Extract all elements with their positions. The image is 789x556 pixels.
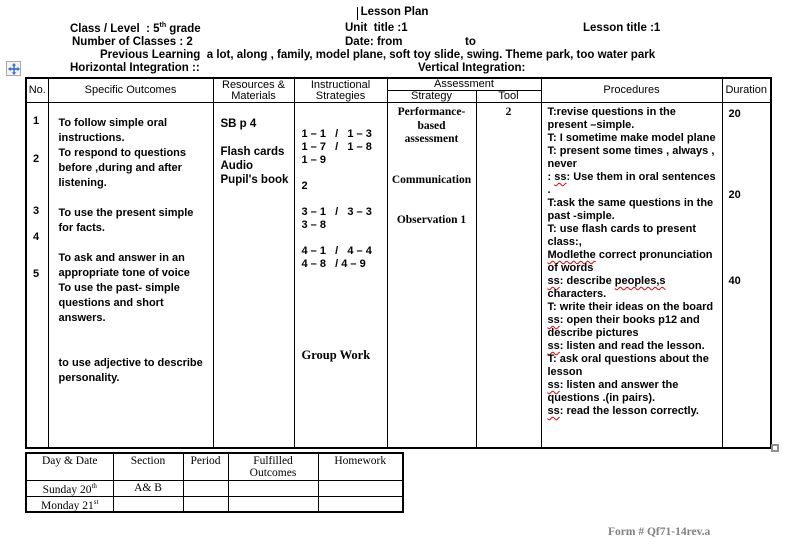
horizontal-integration-text[interactable]: Horizontal Integration ::: [70, 62, 200, 74]
schedule-cell-section[interactable]: A& B: [113, 480, 183, 496]
cell-assessment-tool[interactable]: 2: [476, 103, 541, 448]
table-resize-handle[interactable]: [771, 444, 779, 452]
schedule-header-homework[interactable]: Homework: [318, 453, 403, 480]
outcome-number: 2: [33, 153, 40, 165]
header-assessment[interactable]: Assessment: [387, 78, 541, 91]
outcome-number: 3: [33, 205, 40, 217]
outcome-number: 1: [33, 115, 40, 127]
duration-value: 20: [728, 189, 741, 201]
outcome-number: 4: [33, 231, 40, 243]
schedule-cell-section[interactable]: [113, 496, 183, 512]
date-from-text[interactable]: Date: from: [345, 36, 403, 48]
unit-title-text[interactable]: Unit title :1: [345, 22, 408, 34]
schedule-header-period[interactable]: Period: [183, 453, 228, 480]
cell-outcome-numbers[interactable]: [26, 103, 48, 448]
group-work-label: Group Work: [301, 348, 371, 362]
cell-duration[interactable]: [722, 103, 771, 448]
number-of-classes-text[interactable]: Number of Classes : 2: [72, 36, 193, 48]
page-title[interactable]: Lesson Plan: [360, 6, 429, 18]
header-no[interactable]: No.: [26, 78, 48, 103]
day-text: Monday 21: [41, 499, 94, 512]
schedule-cell-homework[interactable]: [318, 496, 403, 512]
table-move-handle[interactable]: [6, 61, 21, 76]
cell-specific-outcomes[interactable]: To follow simple oral instructions. To respond to questions before ,during and after listening. To use the present simple for facts. To ask and answer in an appropriate tone of voice To use the past- simple questions and short answers. to use adjective to describe personality.: [48, 103, 213, 448]
cell-instructional-strategies[interactable]: [294, 103, 387, 448]
class-level-prefix: Class / Level : 5: [70, 22, 160, 35]
table-move-icon: [8, 63, 20, 75]
date-to-text[interactable]: to: [465, 36, 476, 48]
cell-resources-materials[interactable]: SB p 4 Flash cards Audio Pupil's book: [213, 103, 294, 448]
text-cursor: [357, 7, 358, 20]
form-number-text: Form # Qf71-14rev.a: [608, 526, 711, 538]
schedule-cell-day[interactable]: [26, 496, 113, 512]
header-resources-materials[interactable]: Resources & Materials: [213, 78, 294, 103]
vertical-integration-text[interactable]: Vertical Integration:: [418, 62, 526, 74]
day-ordinal: st: [93, 497, 99, 506]
day-ordinal: th: [91, 481, 97, 490]
schedule-table: [25, 452, 404, 513]
header-instructional-strategies[interactable]: Instructional Strategies: [294, 78, 387, 103]
schedule-cell-fulfilled[interactable]: [228, 496, 318, 512]
schedule-header-day-date[interactable]: Day & Date: [26, 453, 113, 480]
header-tool[interactable]: Tool: [476, 91, 541, 103]
duration-value: 20: [728, 108, 741, 120]
cell-assessment-strategy[interactable]: Performance- based assessment Communication Observation 1: [387, 103, 476, 448]
lesson-title-text[interactable]: Lesson title :1: [583, 22, 661, 34]
duration-value: 40: [728, 275, 741, 287]
header-specific-outcomes[interactable]: Specific Outcomes: [48, 78, 213, 103]
schedule-header-section[interactable]: Section: [113, 453, 183, 480]
schedule-cell-fulfilled[interactable]: [228, 480, 318, 496]
schedule-cell-day[interactable]: [26, 480, 113, 496]
strategy-codes: 1 – 1 / 1 – 3 1 – 7 / 1 – 8 1 – 9 2 3 – 1 / 3 – 3 3 – 8 4 – 1 / 4 – 4 4 – 8 / 4 – 9: [301, 128, 372, 270]
header-procedures[interactable]: Procedures: [541, 78, 722, 103]
cell-procedures[interactable]: T:revise questions in the present –simple. T: I sometime make model plane T: present some times , always , never : ss: Use them in oral sentences . T:ask the same questions in the past -simple. T: use flash cards to present class:, Modlethe correct pronunciation of words ss: describe peoples,s characters. T: write their ideas on the board ss: open their books p12 and describe pictures ss: listen and read the lesson. T: ask oral questions about the lesson ss: listen and answer the questions .(in pairs). ss: read the lesson correctly.: [541, 103, 722, 448]
schedule-cell-period[interactable]: [183, 480, 228, 496]
class-level-ordinal: th: [159, 22, 167, 29]
class-level-text[interactable]: [70, 22, 201, 35]
schedule-header-fulfilled-outcomes[interactable]: Fulfilled Outcomes: [228, 453, 318, 480]
class-level-suffix: grade: [166, 22, 201, 35]
lesson-plan-table: [25, 77, 772, 449]
schedule-cell-homework[interactable]: [318, 480, 403, 496]
outcome-number: 5: [33, 268, 40, 280]
previous-learning-text[interactable]: Previous Learning a lot, along , family, model plane, soft toy slide, swing. Theme park, too water park: [100, 49, 656, 61]
header-strategy[interactable]: Strategy: [387, 91, 476, 103]
schedule-cell-period[interactable]: [183, 496, 228, 512]
day-text: Sunday 20: [42, 483, 92, 496]
header-duration[interactable]: Duration: [722, 78, 771, 103]
